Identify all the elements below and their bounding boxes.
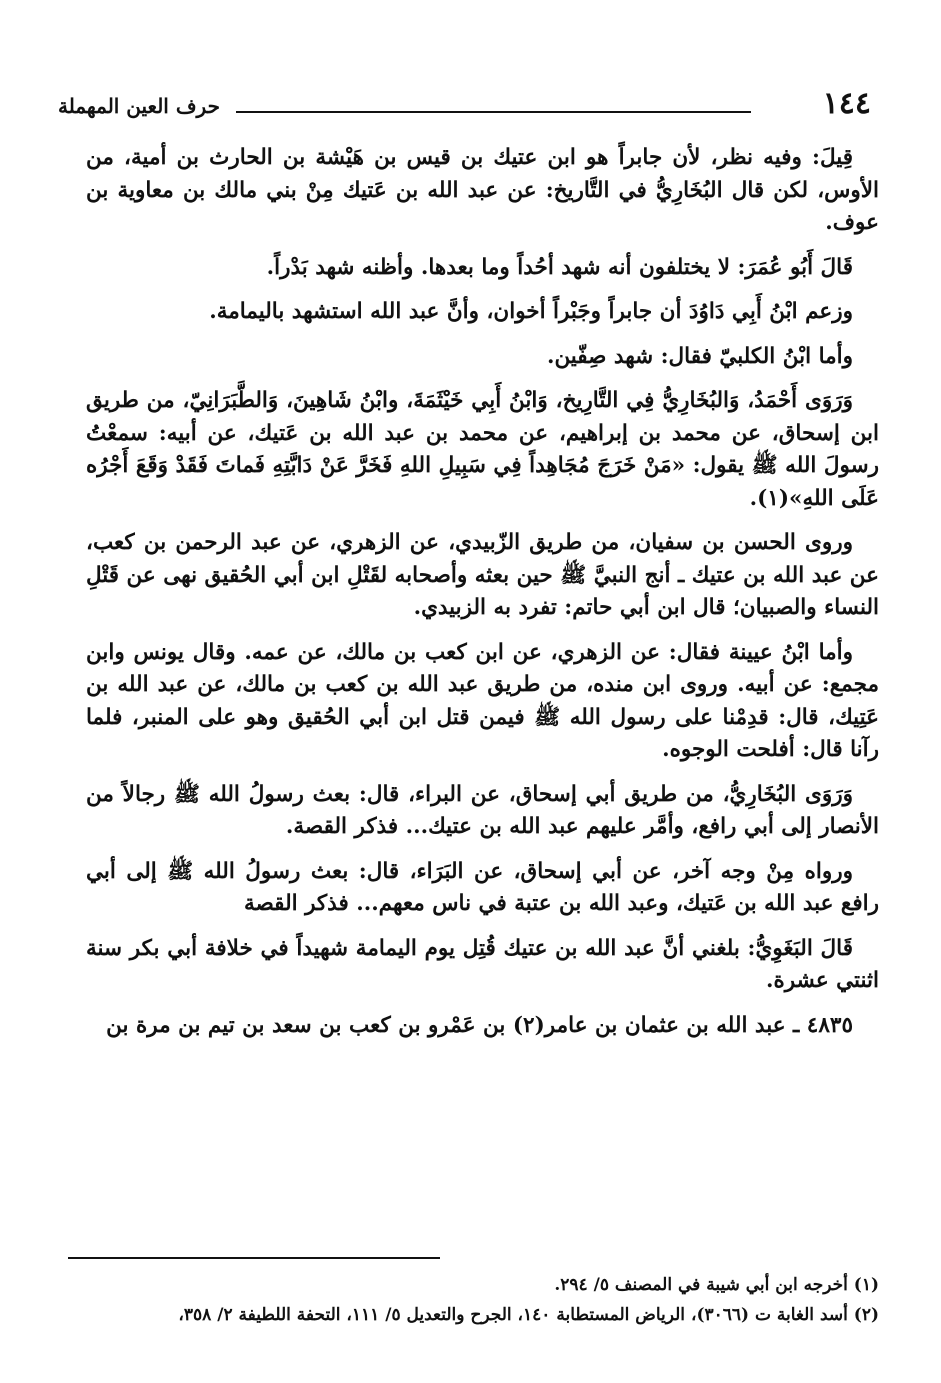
page-header	[58, 86, 871, 126]
paragraph: وروى الحسن بن سفيان، من طريق الزّبيدي، عن الزهري، عن عبد الرحمن بن كعب، عن عبد الله بن عتيك ـ أنج النبيَّ ﷺ حين بعثه وأصحابه لقَتْلِ ابن أبي الحُقيق نهى عن قَتْلِ النساء والصبيان؛ قال ابن أبي حاتم: تفرد به الزبيدي.	[86, 530, 879, 620]
paragraph: وأما ابْنُ عيينة فقال: عن الزهري، عن ابن كعب بن مالك، عن عمه. وقال يونس وابن مجمع: عن أبيه. وروى ابن منده، من طريق عبد الله بن كعب بن مالك، عن عبد الله بن عَتِيك، قال: قدِمْنا على رسول الله ﷺ فيمن قتل ابن أبي الحُقيق وهو على المنبر، فلما رآنا قال: أفلحت الوجوه.	[86, 639, 879, 762]
paragraph: وَرَوَى البُخَارِيُّ، من طريق أبي إسحاق، عن البراء، قال: بعث رسولُ الله ﷺ رجالاً من الأنصار إلى أبي رافع، وأمَّر عليهم عبد الله بن عتيك... فذكر القصة.	[86, 781, 879, 839]
paragraph: وزعم ابْنُ أَبِي دَاوُدَ أن جابراً وجَبْراً أخوان، وأنَّ عبد الله استشهد باليمامة.	[209, 299, 853, 324]
paragraph: ورواه مِنْ وجه آخر، عن أبي إسحاق، عن البَرَاء، قال: بعث رسولُ الله ﷺ إلى أبي رافع عبد الله بن عَتيك، وعبد الله بن عتبة في ناس معهم... فذكر القصة	[86, 858, 879, 916]
page-number: ١٤٤	[822, 86, 871, 121]
paragraph: قَالَ البَغَوِيُّ: بلغني أنَّ عبد الله بن عتيك قُتِل يوم اليمامة شهيداً في خلافة أبي بكر سنة اثنتي عشرة.	[86, 935, 879, 993]
running-title: حرف العين المهملة	[58, 94, 220, 118]
footnote: (١) أخرجه ابن أبي شيبة في المصنف ٥/ ٢٩٤.	[554, 1275, 879, 1295]
footnotes	[62, 1270, 879, 1330]
footnote-rule	[68, 1257, 440, 1259]
entry-heading: ٤٨٣٥ ـ عبد الله بن عثمان بن عامر(٢) بن عَمْرو بن كعب بن سعد بن تيم بن مرة بن	[106, 1012, 853, 1038]
paragraph: وأما ابْنُ الكلبيّ فقال: شهد صِفّين.	[546, 343, 853, 369]
paragraph: وَرَوَى أَحْمَدُ، وَالبُخَارِيُّ فِي التَّارِيخ، وَابْنُ أَبِي خَيْثَمَةَ، وابْنُ شَاهِينَ، وَالطَّبَرَانِيّ، من طريق ابن إسحاق، عن محمد بن إبراهيم، عن محمد بن عبد الله بن عَتيك، عن أبيه: سمعْتُ رسولَ الله ﷺ يقول: «مَنْ خَرَجَ مُجَاهِداً فِي سَبِيلِ اللهِ فَخَرَّ عَنْ دَابَّتِهِ فَماتَ فَقَدْ وَقَعَ أَجْرُه عَلَى اللهِ»(١).	[86, 388, 879, 511]
paragraph: قِيلَ: وفيه نظر، لأن جابراً هو ابن عتيك بن قيس بن هَيْشة بن الحارث بن أمية، من الأوس، لكن قال البُخَارِيُّ في التَّاريخ: عن عبد الله بن عَتيك مِنْ بني مالك بن معاوية بن عوف.	[86, 145, 879, 235]
paragraph: قَالَ أَبُو عُمَرَ: لا يختلفون أنه شهد أحُداً وما بعدها. وأظنه شهد بَدْراً.	[266, 254, 853, 280]
page-body	[86, 142, 879, 1054]
header-rule	[236, 111, 751, 113]
footnote: (٢) أسد الغابة ت (٣٠٦٦)، الرياض المستطابة ١٤٠، الجرح والتعديل ٥/ ١١١، التحفة اللطيفة ٢/ ٣٥٨،	[178, 1305, 879, 1325]
